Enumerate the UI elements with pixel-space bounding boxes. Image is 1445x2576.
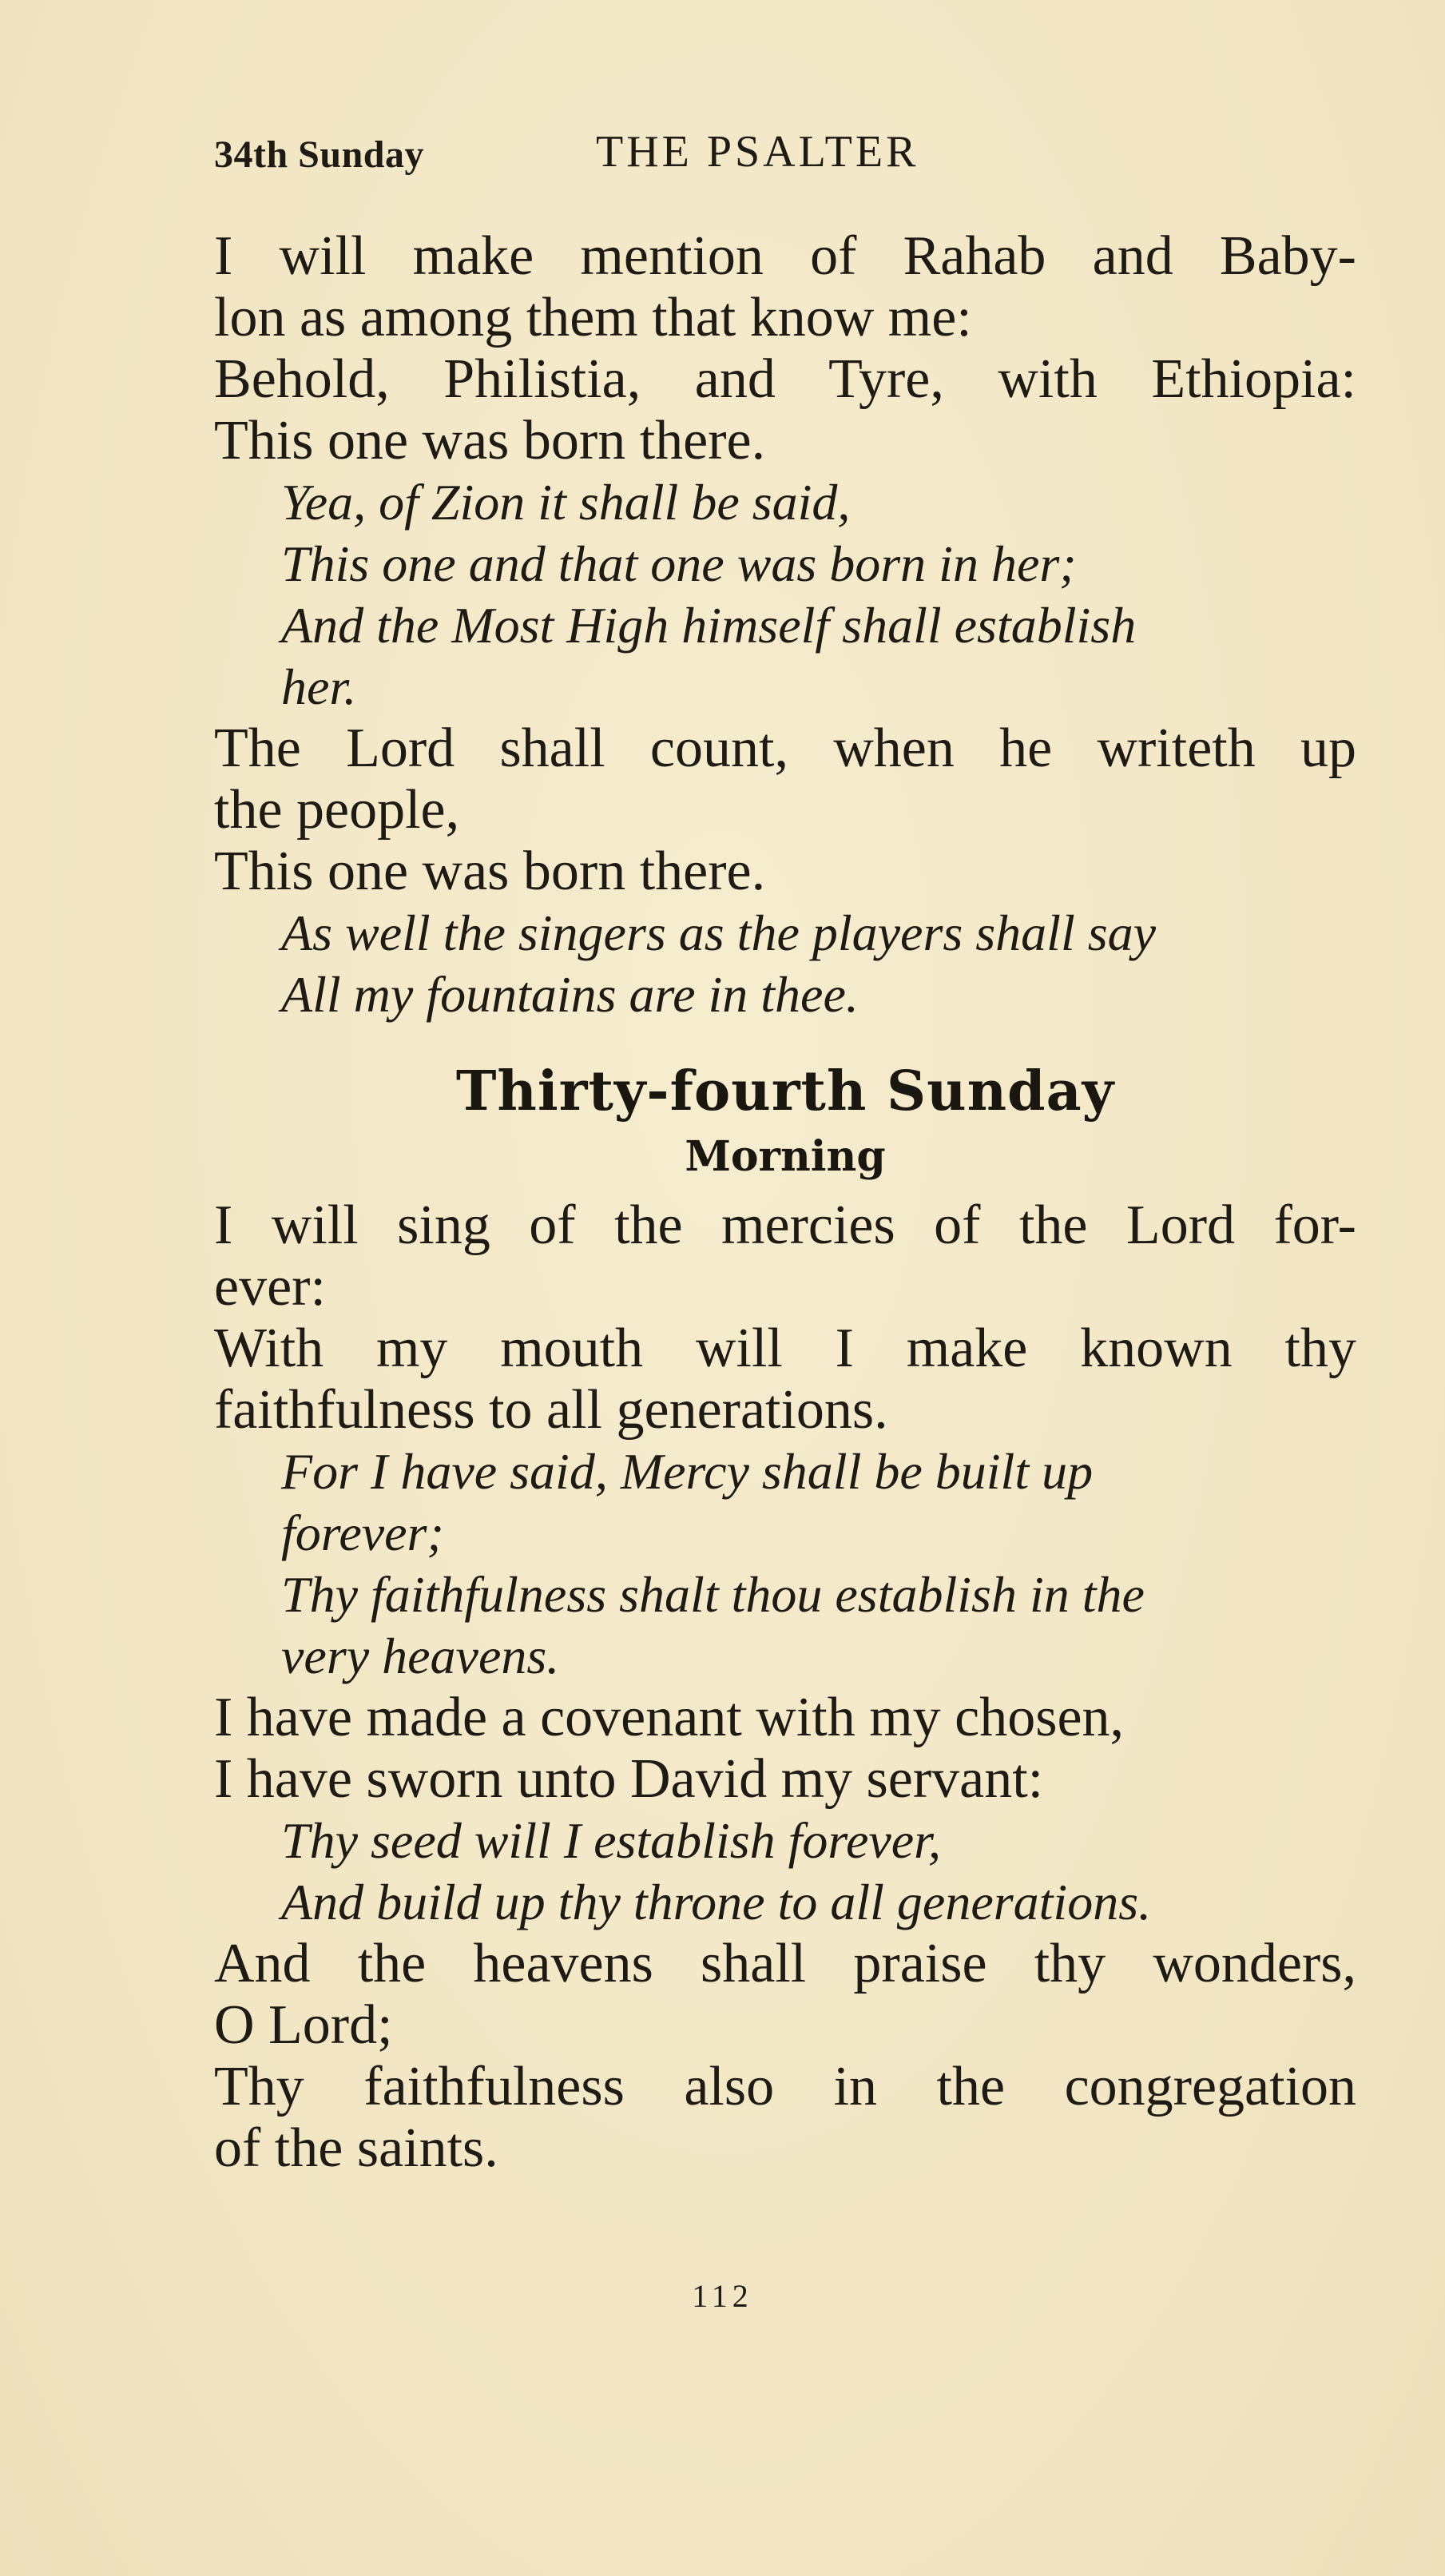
verse-line: All my fountains are in thee. <box>281 966 859 1023</box>
verse-line: lon as among them that know me: <box>214 287 972 348</box>
verse-line: Thy faithfulness also in the congregation <box>214 2056 1356 2117</box>
running-head: 34th Sunday <box>214 133 424 176</box>
verse-line: Thy faithfulness shalt thou establish in the <box>281 1566 1145 1623</box>
verse-line: I will sing of the mercies of the Lord for- <box>214 1195 1356 1256</box>
verse-line: her. <box>281 658 357 715</box>
page-number: 112 <box>692 2278 753 2314</box>
verse-line: For I have said, Mercy shall be built up <box>281 1443 1094 1500</box>
verse-line: very heavens. <box>281 1628 560 1684</box>
verse-line: Yea, of Zion it shall be said, <box>281 474 851 531</box>
verse-line: the people, <box>214 779 460 841</box>
verse-line: forever; <box>281 1505 444 1561</box>
verse-line: of the saints. <box>214 2117 498 2179</box>
verse-line: This one and that one was born in her; <box>281 535 1077 592</box>
psalm-text <box>214 225 1356 2179</box>
verse-line: This one was born there. <box>214 410 766 471</box>
section-heading: Thirty-fourth Sunday <box>455 1059 1115 1123</box>
section-subheading: Morning <box>685 1132 886 1181</box>
verse-line: Behold, Philistia, and Tyre, with Ethiopia: <box>214 348 1356 410</box>
verse-line: The Lord shall count, when he writeth up <box>214 718 1356 779</box>
verse-line: I have made a covenant with my chosen, <box>214 1687 1125 1748</box>
verse-line: O Lord; <box>214 1994 393 2056</box>
page-header <box>214 126 1013 182</box>
psalm-block-1 <box>214 225 1356 1025</box>
book-title: THE PSALTER <box>596 127 919 177</box>
verse-line: As well the singers as the players shall say <box>281 904 1157 961</box>
verse-line: I have sworn unto David my servant: <box>214 1748 1044 1810</box>
psalm-block-2 <box>214 1195 1356 2179</box>
verse-line: ever: <box>214 1256 326 1318</box>
verse-line: With my mouth will I make known thy <box>214 1318 1356 1379</box>
verse-line: I will make mention of Rahab and Baby- <box>214 225 1356 287</box>
verse-line: Thy seed will I establish forever, <box>281 1812 941 1869</box>
verse-line: This one was born there. <box>214 841 766 902</box>
verse-line: And the Most High himself shall establish <box>281 597 1137 654</box>
verse-line: And the heavens shall praise thy wonders, <box>214 1933 1356 1994</box>
verse-line: faithfulness to all generations. <box>214 1379 888 1441</box>
verse-line: And build up thy throne to all generations. <box>281 1874 1152 1930</box>
